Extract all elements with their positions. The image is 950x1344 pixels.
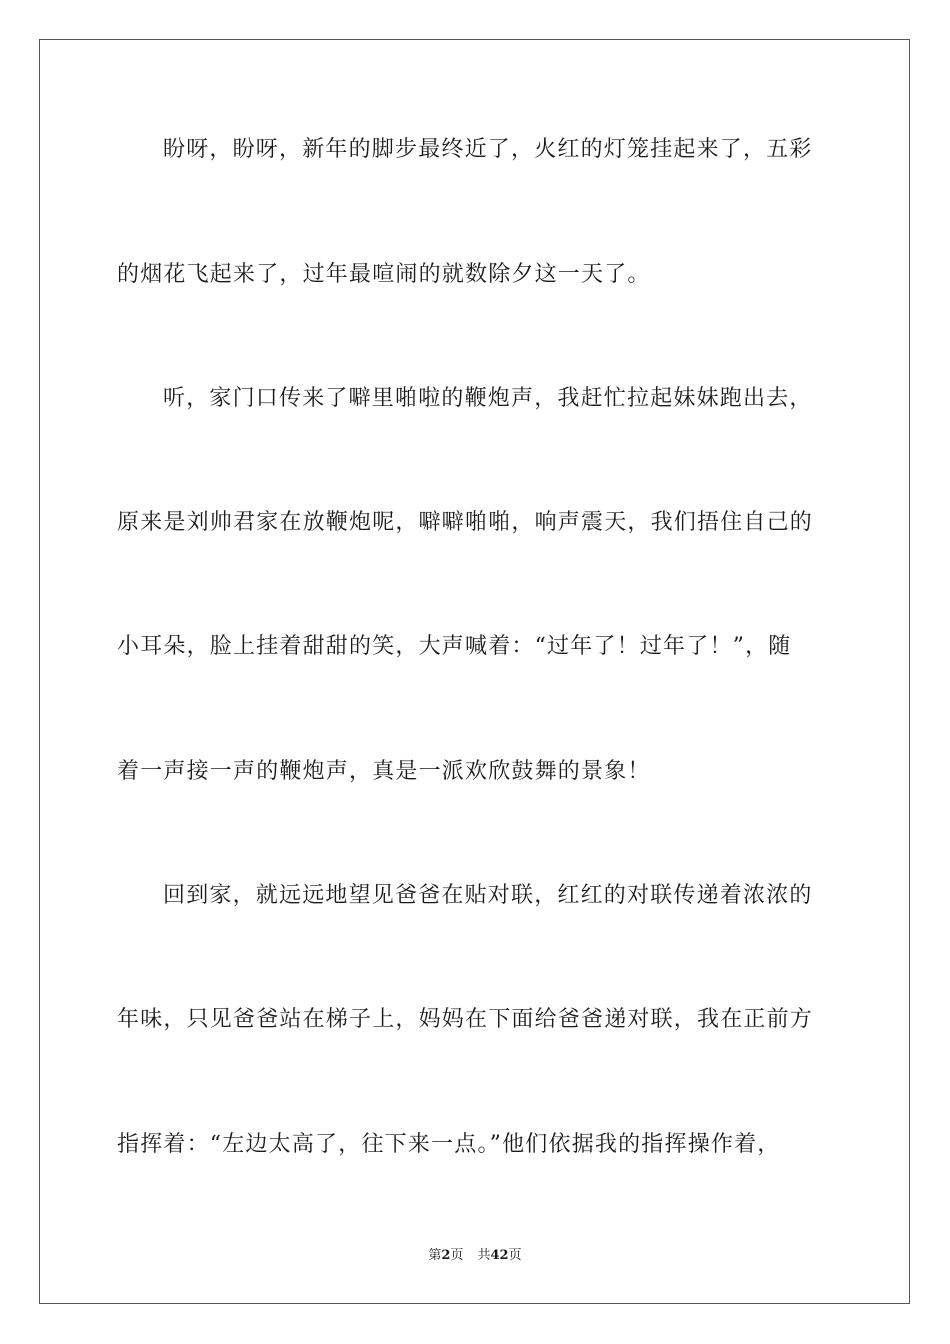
paragraph-2-line-4: 着一声接一声的鞭炮声，真是一派欢欣鼓舞的景象！ [117, 759, 651, 784]
paragraph-2-line-1: 听，家门口传来了噼里啪啦的鞭炮声，我赶忙拉起妹妹跑出去， [163, 386, 813, 411]
paragraph-3-line-2: 年味，只见爸爸站在梯子上，妈妈在下面给爸爸递对联，我在正前方 [117, 1007, 814, 1032]
paragraph-3-line-3: 指挥着：“左边太高了，往下来一点。”他们依据我的指挥操作着， [117, 1132, 781, 1157]
paragraph-3-line-1: 回到家，就远远地望见爸爸在贴对联，红红的对联传递着浓浓的 [163, 883, 813, 908]
paragraph-2-line-3: 小耳朵，脸上挂着甜甜的笑，大声喊着：“过年了！过年了！”，随 [117, 634, 792, 659]
paragraph-1-line-2: 的烟花飞起来了，过年最喧闹的就数除夕这一天了。 [117, 262, 651, 287]
paragraph-1-line-1: 盼呀，盼呀，新年的脚步最终近了，火红的灯笼挂起来了，五彩 [163, 137, 813, 162]
footer-page-suffix: 页 [450, 1248, 464, 1263]
footer-total-pages: 42 [490, 1248, 509, 1263]
paragraph-2-line-2: 原来是刘帅君家在放鞭炮呢，噼噼啪啪，响声震天，我们捂住自己的 [117, 510, 814, 535]
footer-page-prefix: 第 [428, 1248, 442, 1263]
page-footer [0, 1248, 950, 1264]
page-border [39, 39, 910, 1304]
footer-page-number: 2 [441, 1248, 451, 1263]
footer-total-suffix: 页 [508, 1248, 522, 1263]
footer-total-prefix: 共 [477, 1248, 491, 1263]
